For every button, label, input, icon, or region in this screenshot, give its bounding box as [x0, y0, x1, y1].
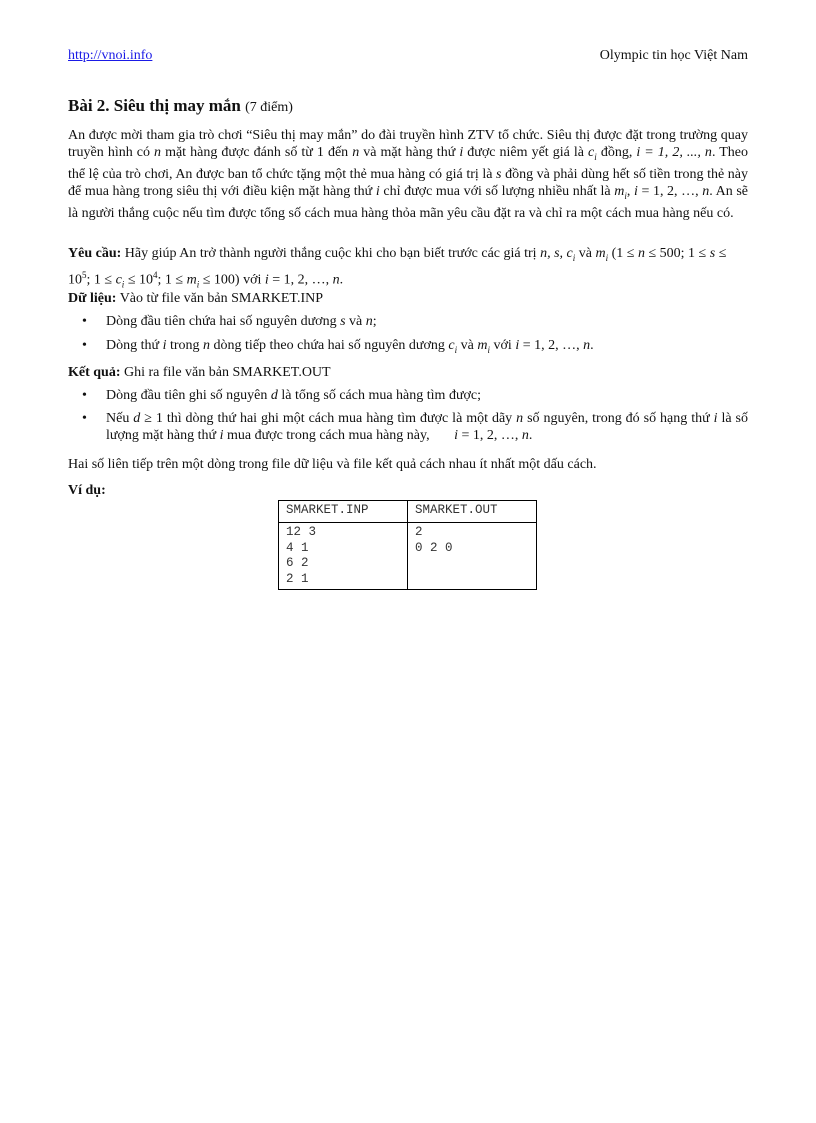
- table-cell-input: 12 3 4 1 6 2 2 1: [279, 523, 408, 590]
- output-heading: Kết quả: Ghi ra file văn bản SMARKET.OUT: [68, 365, 331, 380]
- requirement-paragraph: Yêu cầu: Hãy giúp An trở thành người thắng cuộc khi cho bạn biết trước các giá trị n, s, $c_i$ và $m_i$ (1 ≤ n ≤ 500; $1 \le s \le 10^5$; $1 \le c_i \le 10^4$; $1 \le m_i \le 100$) với i = 1, 2, …, n.: [68, 246, 727, 290]
- table-cell-output: 2 0 2 0: [408, 523, 537, 590]
- output-bullets: [68, 387, 748, 444]
- list-item: • Dòng đầu tiên chứa hai số nguyên dương s và n;: [82, 314, 377, 329]
- problem-title-text: Bài 2. Siêu thị may mắn: [68, 96, 241, 115]
- page-header: [68, 48, 748, 68]
- example-label: Ví dụ:: [68, 483, 106, 498]
- problem-title: [68, 96, 293, 116]
- intro-paragraph: An được mời tham gia trò chơi “Siêu thị may mắn” do đài truyền hình ZTV tổ chức. Siêu thị được đặt trong trường quay truyền hình có n mặt hàng được đánh số từ 1 đến n và mặt hàng thứ i được niêm yết giá là $c_i$ đồng, i = 1, 2, ..., n. Theo thể lệ của trò chơi, An được ban tổ chức tặng một thẻ mua hàng có giá trị là s đồng và phải dùng hết số tiền trong thẻ này để mua hàng trong siêu thị với điều kiện mặt hàng thứ i chỉ được mua với số lượng nhiều nhất là $m_i$, i = 1, 2, …, n. An sẽ là người thắng cuộc nếu tìm được tổng số cách mua hàng thỏa mãn yêu cầu đặt ra và chỉ ra một cách mua hàng nếu có.: [68, 128, 749, 221]
- input-heading: Dữ liệu: Vào từ file văn bản SMARKET.INP: [68, 291, 324, 306]
- bullet-icon: •: [82, 411, 87, 426]
- table-row: [279, 523, 537, 590]
- list-item: • Dòng thứ i trong n dòng tiếp theo chứa hai số nguyên dương $c_i$ và $m_i$ với i = 1, 2, …, n.: [82, 338, 594, 355]
- requirement-label: Yêu cầu:: [68, 246, 122, 261]
- bullet-icon: •: [82, 338, 87, 353]
- site-link[interactable]: http://vnoi.info: [68, 48, 153, 63]
- problem-points: (7 điểm): [245, 100, 293, 115]
- input-section: [68, 290, 748, 359]
- note-paragraph: Hai số liên tiếp trên một dòng trong file dữ liệu và file kết quả cách nhau ít nhất một dấu cách.: [68, 457, 597, 472]
- output-label: Kết quả:: [68, 365, 121, 380]
- table-header-input: SMARKET.INP: [279, 501, 408, 523]
- bullet-icon: •: [82, 388, 87, 403]
- header-site-name: Olympic tin học Việt Nam: [599, 48, 748, 63]
- example-table: [278, 500, 537, 590]
- input-label: Dữ liệu:: [68, 291, 117, 306]
- table-header-output: SMARKET.OUT: [408, 501, 537, 523]
- table-header-row: [279, 501, 537, 523]
- input-bullets: [68, 313, 748, 359]
- list-item: • Nếu d ≥ 1 thì dòng thứ hai ghi một cách mua hàng tìm được là một dãy n số nguyên, trong đó số hạng thứ i là số lượng mặt hàng thứ i mua được trong cách mua hàng này, i = 1, 2, …, n.: [82, 411, 748, 443]
- output-section: [68, 364, 748, 444]
- list-item: • Dòng đầu tiên ghi số nguyên d là tổng số cách mua hàng tìm được;: [82, 388, 482, 403]
- bullet-icon: •: [82, 314, 87, 329]
